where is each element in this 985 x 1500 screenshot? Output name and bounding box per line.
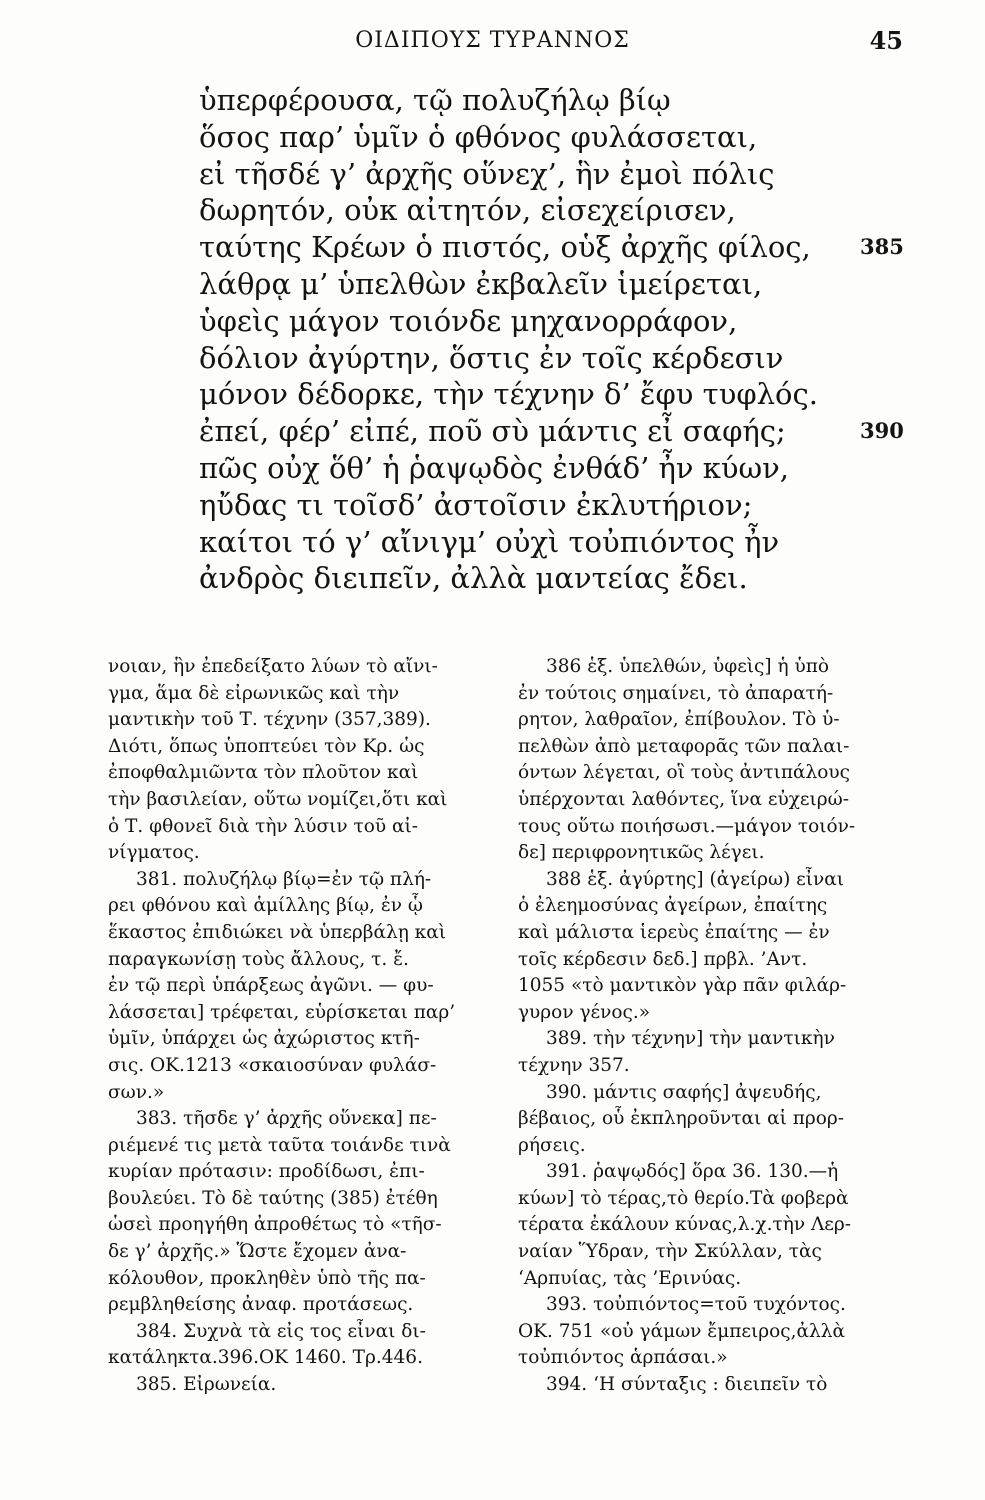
commentary-line: ὑμῖν, ὑπάρχει ὡς ἀχώριστος κτῆ- [108, 1028, 420, 1050]
commentary-line: 381. πολυζήλῳ βίῳ=ἐν τῷ πλή- [136, 868, 432, 890]
commentary-right-column [518, 654, 903, 1399]
commentary-line: κύων] τὸ τέρας,τὸ θερίο.Τὰ φοβερὰ [518, 1187, 849, 1209]
commentary-line: ὡσεὶ προηγήθη ἀπροθέτως τὸ «τῆσ- [108, 1214, 442, 1236]
commentary-line: ἐποφθαλμιῶντα τὸν πλοῦτον καὶ [108, 762, 419, 784]
verse-line [199, 524, 899, 561]
commentary-line: σων.» [108, 1081, 165, 1103]
verse-line [199, 192, 899, 229]
commentary-line: Διότι, ὅπως ὑποπτεύει τὸν Κρ. ὡς [108, 735, 425, 757]
verse-text: μόνον δέδορκε, τὴν τέχνην δ’ ἔφυ τυφλός. [199, 377, 818, 412]
commentary-line: ‘Αρπυίας, τὰς ’Ερινύας. [518, 1267, 742, 1289]
running-header-title: ΟΙΔΙΠΟΥΣ ΤΥΡΑΝΝΟΣ [355, 28, 630, 53]
commentary-line: κυρίαν πρότασιν: προδίδωσι, ἐπι- [108, 1161, 425, 1183]
verse-text: ὑφεὶς μάγον τοιόνδε μηχανορράφον, [199, 303, 738, 338]
commentary-line: 1055 «τὸ μαντικὸν γὰρ πᾶν φιλάρ- [518, 975, 847, 997]
commentary-line: ρήσεις. [518, 1134, 586, 1156]
verse-line [199, 450, 899, 487]
verse-line [199, 340, 899, 377]
commentary-line: ἕκαστος ἐπιδιώκει νὰ ὑπερβάλῃ καὶ [108, 921, 446, 943]
commentary-line: ρητον, λαθραῖον, ἐπίβουλον. Τὸ ὑ- [518, 709, 840, 731]
commentary-line: ὁ Τ. φθονεῖ διὰ τὴν λύσιν τοῦ αἰ- [108, 815, 419, 837]
verse-text: καίτοι τό γ’ αἴνιγμ’ οὐχὶ τοὐπιόντος ἦν [199, 524, 780, 559]
commentary-line: κόλουθον, προκληθὲν ὑπὸ τῆς πα- [108, 1267, 426, 1289]
verse-text: δωρητόν, οὐκ αἰτητόν, εἰσεχείρισεν, [199, 193, 736, 228]
verse-line [199, 303, 899, 340]
commentary-line: κατάληκτα.396.ΟΚ 1460. Τρ.446. [108, 1347, 423, 1369]
commentary-left-column [108, 654, 493, 1399]
commentary-line: δε] περιφρονητικῶς λέγει. [518, 842, 765, 864]
commentary-line: ρει φθόνου καὶ ἁμίλλης βίῳ, ἐν ᾧ [108, 895, 424, 917]
commentary-line: 384. Συχνὰ τὰ εἰς τος εἶναι δι- [136, 1320, 426, 1342]
commentary-line: βουλεύει. Τὸ δὲ ταύτης (385) ἐτέθη [108, 1187, 438, 1209]
commentary-line: 394. ‘Η σύνταξις : διειπεῖν τὸ [546, 1374, 828, 1396]
commentary-line: ἐν τῷ περὶ ὑπάρξεως ἀγῶνι. — φυ- [108, 975, 434, 997]
commentary-line: όντων λέγεται, οἳ τοὺς ἀντιπάλους [518, 762, 851, 784]
commentary-line: πελθὼν ἀπὸ μεταφορᾶς τῶν παλαι- [518, 735, 850, 757]
verse-text: λάθρᾳ μ’ ὑπελθὼν ἐκβαλεῖν ἱμείρεται, [199, 266, 763, 301]
page-number: 45 [869, 26, 903, 55]
verse-line [199, 376, 899, 413]
commentary-line: καὶ μάλιστα ἱερεὺς ἐπαίτης — ἐν [518, 921, 830, 943]
verse-text: ὅσος παρ’ ὑμῖν ὁ φθόνος φυλάσσεται, [199, 119, 758, 154]
verse-text: ταύτης Κρέων ὁ πιστός, οὑξ ἀρχῆς φίλος, [199, 230, 811, 265]
verse-line [199, 413, 904, 450]
commentary-line: 383. τῆσδε γ’ ἀρχῆς οὕνεκα] πε- [136, 1108, 437, 1130]
verse-line [199, 487, 899, 524]
commentary-line: τὴν βασιλείαν, οὕτω νομίζει,ὅτι καὶ [108, 788, 448, 810]
commentary-line: ἐν τούτοις σημαίνει, τὸ ἀπαρατή- [518, 682, 834, 704]
verse-text: δόλιον ἀγύρτην, ὅστις ἐν τοῖς κέρδεσιν [199, 340, 784, 375]
commentary-line: ναίαν Ὕδραν, τὴν Σκύλλαν, τὰς [518, 1241, 822, 1263]
commentary-line: τοῖς κέρδεσιν δεδ.] πρβλ. ’Αντ. [518, 948, 808, 970]
verse-line [199, 82, 899, 119]
commentary-line: 389. τὴν τέχνην] τὴν μαντικὴν [546, 1028, 835, 1050]
verse-text: ὑπερφέρουσα, τῷ πολυζήλῳ βίῳ [199, 83, 671, 117]
verse-line [199, 560, 899, 597]
commentary-line: δε γ’ ἀρχῆς.» Ὥστε ἔχομεν ἀνα- [108, 1241, 407, 1263]
verse-line [199, 156, 899, 193]
commentary-line: ὑπέρχονται λαθόντες, ἵνα εὐχειρώ- [518, 788, 849, 810]
commentary-line: 388 ἑξ. ἀγύρτης] (ἀγείρω) εἶναι [546, 868, 845, 890]
commentary-line: νίγματος. [108, 842, 200, 864]
commentary-line: γμα, ἅμα δὲ εἰρωνικῶς καὶ τὴν [108, 682, 400, 704]
verse-line-number: 390 [860, 418, 904, 444]
commentary-line: γυρον γένος.» [518, 1001, 651, 1023]
verse-line [199, 229, 904, 266]
commentary-line: ΟΚ. 751 «οὐ γάμων ἔμπειρος,ἀλλὰ [518, 1320, 845, 1342]
commentary-line: τέρατα ἐκάλουν κύνας,λ.χ.τὴν Λερ- [518, 1214, 852, 1236]
commentary-line: ριέμενέ τις μετὰ ταῦτα τοιάνδε τινὰ [108, 1134, 451, 1156]
verse-line [199, 266, 899, 303]
commentary-line: 385. Εἰρωνεία. [136, 1374, 277, 1396]
commentary-line: λάσσεται] τρέφεται, εὑρίσκεται παρ’ [108, 1001, 456, 1023]
verse-line-number: 385 [860, 234, 904, 260]
commentary-line: ρεμβληθείσης ἀναφ. προτάσεως. [108, 1294, 414, 1316]
commentary-line: παραγκωνίσῃ τοὺς ἄλλους, τ. ἔ. [108, 948, 409, 970]
commentary-line: ὁ ἐλεημοσύνας ἀγείρων, ἐπαίτης [518, 895, 828, 917]
commentary-line: βέβαιος, οὗ ἐκπληροῦνται αἱ προρ- [518, 1108, 844, 1130]
commentary-line: 391. ῥαψῳδός] ὅρα 36. 130.—ἡ [546, 1161, 839, 1183]
verse-text: εἰ τῆσδέ γ’ ἀρχῆς οὕνεχ’, ἣν ἐμοὶ πόλις [199, 156, 775, 191]
verse-text: ἀνδρὸς διειπεῖν, ἀλλὰ μαντείας ἔδει. [199, 561, 748, 596]
commentary-line: τοὐπιόντος ἁρπάσαι.» [518, 1347, 728, 1369]
commentary-line: 386 ἑξ. ὑπελθών, ὑφεὶς] ἡ ὑπὸ [546, 656, 830, 677]
commentary-line: σις. ΟΚ.1213 «σκαιοσύναν φυλάσ- [108, 1054, 437, 1076]
verse-block [199, 82, 904, 597]
commentary-line: νοιαν, ἣν ἐπεδείξατο λύων τὸ αἴνι- [108, 656, 438, 677]
commentary-line: τους οὕτω ποιήσωσι.—μάγον τοιόν- [518, 815, 856, 837]
verse-line [199, 119, 899, 156]
verse-text: πῶς οὐχ ὅθ’ ἡ ῥαψῳδὸς ἐνθάδ’ ἦν κύων, [199, 450, 789, 485]
commentary-line: 390. μάντις σαφής] ἀψευδής, [546, 1081, 822, 1103]
commentary-line: 393. τοὐπιόντος=τοῦ τυχόντος. [546, 1294, 846, 1316]
commentary-line: τέχνην 357. [518, 1054, 630, 1076]
verse-text: ηὔδας τι τοῖσδ’ ἀστοῖσιν ἐκλυτήριον; [199, 487, 753, 522]
verse-text: ἐπεί, φέρ’ εἰπέ, ποῦ σὺ μάντις εἶ σαφής; [199, 414, 786, 449]
commentary-line: μαντικὴν τοῦ Τ. τέχνην (357,389). [108, 709, 431, 731]
